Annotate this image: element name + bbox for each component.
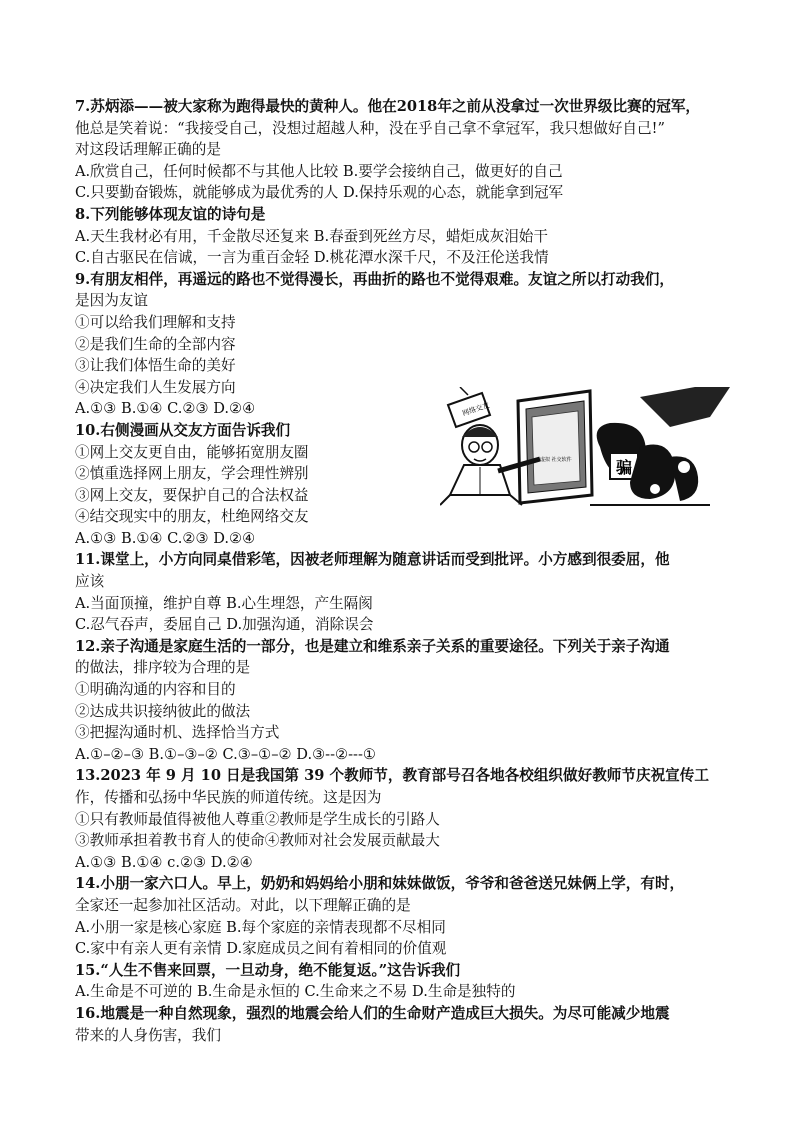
answer-option[interactable]: ①明确沟通的内容和目的 bbox=[75, 681, 236, 699]
answer-option[interactable]: C.家中有亲人更有亲情 D.家庭成员之间有着相同的价值观 bbox=[75, 940, 447, 958]
question-11 bbox=[75, 549, 735, 635]
answer-option[interactable]: A.①③ B.①④ c.②③ D.②④ bbox=[75, 853, 253, 871]
question-stem: 是因为友谊 bbox=[75, 292, 148, 310]
cartoon-illustration bbox=[440, 387, 735, 509]
answer-option[interactable]: ②达成共识接纳彼此的做法 bbox=[75, 702, 251, 720]
sign-text: 网络交友 bbox=[461, 401, 491, 418]
question-12 bbox=[75, 636, 735, 766]
answer-option[interactable]: ③教师承担着教书育人的使命④教师对社会发展贡献最大 bbox=[75, 832, 440, 850]
answer-option[interactable]: ①只有教师最值得被他人尊重②教师是学生成长的引路人 bbox=[75, 810, 440, 828]
answer-option[interactable]: ①网上交友更自由，能够拓宽朋友圈 bbox=[75, 443, 309, 461]
answer-option[interactable]: C.只要勤奋锻炼，就能够成为最优秀的人 D.保持乐观的心态，就能拿到冠军 bbox=[75, 184, 564, 202]
answer-option[interactable]: A.①③ B.①④ C.②③ D.②④ bbox=[75, 529, 256, 547]
answer-option[interactable]: ③把握沟通时机、选择恰当方式 bbox=[75, 724, 280, 742]
phone-screen bbox=[518, 391, 592, 503]
screen-text: 虚拟 社交软件 bbox=[540, 457, 572, 463]
question-stem: 9.有朋友相伴，再遥远的路也不觉得漫长，再曲折的路也不觉得艰难。友谊之所以打动我们， bbox=[75, 270, 674, 288]
swindler-figure bbox=[590, 387, 730, 505]
question-stem: 的做法，排序较为合理的是 bbox=[75, 659, 251, 677]
answer-option[interactable]: C.忍气吞声，委屈自己 D.加强沟通，消除误会 bbox=[75, 616, 374, 634]
question-16 bbox=[75, 1003, 735, 1046]
answer-option[interactable]: A.生命是不可逆的 B.生命是永恒的 C.生命来之不易 D.生命是独特的 bbox=[75, 983, 516, 1001]
question-stem: 7.苏炳添——被大家称为跑得最快的黄种人。他在2018年之前从没拿过一次世界级比赛的冠军， bbox=[75, 98, 701, 115]
question-stem: 作，传播和弘扬中华民族的师道传统。这是因为 bbox=[75, 789, 382, 806]
question-stem: 10.右侧漫画从交友方面告诉我们 bbox=[75, 421, 291, 439]
answer-option[interactable]: C.自古驱民在信诚，一言为重百金轻 D.桃花潭水深千尺，不及汪伦送我情 bbox=[75, 249, 549, 267]
answer-option[interactable]: ③网上交友，要保护自己的合法权益 bbox=[75, 486, 309, 504]
answer-option[interactable]: ②慎重选择网上朋友，学会理性辨别 bbox=[75, 465, 309, 483]
answer-option[interactable]: A.①–②–③ B.①–③–② C.③–①–② D.③--②---① bbox=[75, 745, 376, 763]
question-stem: 13.2023 年 9 月 10 日是我国第 39 个教师节，教育部号召各地各校组织做好教师节庆祝宣传工 bbox=[75, 767, 709, 785]
answer-option[interactable]: ②是我们生命的全部内容 bbox=[75, 335, 236, 353]
answer-option[interactable]: A.天生我材必有用，千金散尽还复来 B.春蚕到死丝方尽，蜡炬成灰泪始干 bbox=[75, 227, 548, 245]
answer-option[interactable]: A.当面顶撞，维护自尊 B.心生埋怨，产生隔阂 bbox=[75, 594, 373, 612]
answer-option[interactable]: ③让我们体悟生命的美好 bbox=[75, 357, 236, 375]
question-stem: 全家还一起参加社区活动。对此，以下理解正确的是 bbox=[75, 896, 411, 914]
question-stem: 应该 bbox=[75, 573, 105, 591]
question-7 bbox=[75, 96, 735, 204]
answer-option[interactable]: A.小朋一家是核心家庭 B.每个家庭的亲情表现都不尽相同 bbox=[75, 918, 446, 936]
question-14 bbox=[75, 873, 735, 959]
hanging-sign bbox=[448, 387, 490, 427]
question-stem: 8.下列能够体现友谊的诗句是 bbox=[75, 205, 266, 223]
answer-option[interactable]: ④决定我们人生发展方向 bbox=[75, 378, 236, 396]
answer-option[interactable]: A.欣赏自己，任何时候都不与其他人比较 B.要学会接纳自己，做更好的自己 bbox=[75, 162, 563, 180]
question-13 bbox=[75, 765, 735, 873]
exam-page bbox=[75, 96, 735, 1046]
answer-option[interactable]: ①可以给我们理解和支持 bbox=[75, 313, 236, 331]
question-stem: 带来的人身伤害，我们 bbox=[75, 1026, 221, 1044]
bag-text: 骗 bbox=[616, 458, 633, 477]
question-stem: 15.“人生不售来回票，一旦动身，绝不能复返。”这告诉我们 bbox=[75, 961, 461, 979]
question-stem: 12.亲子沟通是家庭生活的一部分，也是建立和维系亲子关系的重要途径。下列关于亲子沟通 bbox=[75, 637, 670, 655]
question-stem: 14.小朋一家六口人。早上，奶奶和妈妈给小朋和妹妹做饭，爷爷和爸爸送兄妹俩上学，有时， bbox=[75, 875, 685, 893]
question-stem: 他总是笑着说：“我接受自己，没想过超越人种，没在乎自己拿不拿冠军，我只想做好自己!” bbox=[75, 119, 665, 137]
question-stem: 11.课堂上，小方向同桌借彩笔，因被老师理解为随意讲话而受到批评。小方感到很委屈，他 bbox=[75, 551, 670, 569]
question-15 bbox=[75, 960, 735, 1003]
answer-option[interactable]: A.①③ B.①④ C.②③ D.②④ bbox=[75, 400, 256, 418]
question-stem: 16.地震是一种自然现象，强烈的地震会给人们的生命财产造成巨大损失。为尽可能减少地震 bbox=[75, 1004, 670, 1022]
answer-option[interactable]: ④结交现实中的朋友，杜绝网络交友 bbox=[75, 508, 309, 526]
question-8 bbox=[75, 204, 735, 269]
question-stem: 对这段话理解正确的是 bbox=[75, 141, 221, 159]
